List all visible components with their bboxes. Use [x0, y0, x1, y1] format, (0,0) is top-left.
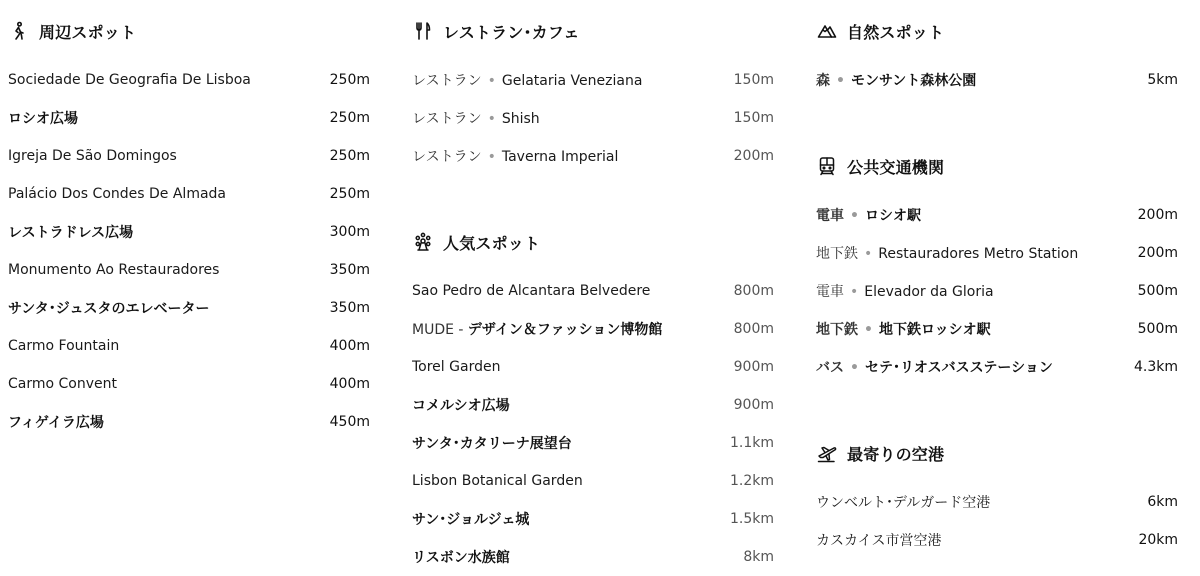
- place-name: [816, 243, 1078, 263]
- nearby-item[interactable]: [8, 137, 370, 175]
- ferris-wheel-icon: [412, 231, 434, 253]
- airports-heading: [816, 433, 1178, 473]
- distance: 500m: [1137, 283, 1178, 299]
- section-title: 最寄りの空港: [847, 444, 945, 464]
- nearby-item[interactable]: [8, 99, 370, 137]
- transit-item[interactable]: [816, 310, 1178, 348]
- place-name: [816, 530, 941, 550]
- place-category: 地下鉄: [816, 322, 858, 338]
- separator-dot: •: [864, 246, 873, 262]
- separator-dot: •: [487, 149, 496, 165]
- section-title: 周辺スポット: [39, 22, 137, 42]
- popular-item[interactable]: [412, 348, 774, 386]
- place-name-text: サンタ･ジュスタのエレベーター: [8, 301, 210, 317]
- popular-item[interactable]: [412, 386, 774, 424]
- place-name-text: サンタ･カタリーナ展望台: [412, 436, 572, 452]
- place-name-text: Shish: [501, 111, 540, 127]
- nearby-column: [8, 0, 370, 441]
- place-name-text: Monumento Ao Restauradores: [8, 262, 220, 278]
- place-name-text: Sociedade De Geografia De Lisboa: [8, 72, 251, 88]
- place-name-text: カスカイス市営空港: [816, 533, 942, 549]
- place-category: 電車: [816, 284, 844, 300]
- popular-item[interactable]: [412, 500, 774, 538]
- transit-item[interactable]: [816, 234, 1178, 272]
- place-name-text: Igreja De São Domingos: [8, 148, 177, 164]
- nature-list: [816, 61, 1178, 99]
- separator-dot: •: [864, 322, 873, 338]
- distance: 250m: [329, 110, 370, 126]
- distance: 150m: [733, 110, 774, 126]
- place-name-prefix: MUDE -: [412, 322, 468, 338]
- nearby-item[interactable]: [8, 175, 370, 213]
- distance: 1.2km: [729, 473, 774, 489]
- place-name-text: Taverna Imperial: [501, 149, 619, 165]
- place-name: [412, 433, 572, 453]
- mountain-icon: [816, 20, 838, 42]
- popular-item[interactable]: [412, 424, 774, 462]
- place-name: [816, 492, 990, 512]
- distance: 250m: [329, 148, 370, 164]
- place-name-text: 地下鉄ロッシオ駅: [878, 322, 991, 338]
- nearby-item[interactable]: [8, 289, 370, 327]
- place-name-text: リスボン水族館: [412, 550, 510, 566]
- distance: 350m: [329, 262, 370, 278]
- nearby-list: [8, 61, 370, 441]
- separator-dot: •: [850, 284, 859, 300]
- place-name-text: Restauradores Metro Station: [878, 246, 1079, 262]
- place-name-text: Carmo Convent: [8, 376, 117, 392]
- place-name-text: Palácio Dos Condes De Almada: [8, 186, 227, 202]
- separator-dot: •: [850, 208, 859, 224]
- place-category: 電車: [816, 208, 844, 224]
- section-title: レストラン･カフェ: [443, 22, 580, 42]
- separator-dot: •: [850, 360, 859, 376]
- nearby-heading: [8, 11, 370, 51]
- place-name: [412, 283, 650, 299]
- place-name: [8, 186, 226, 202]
- distance: 300m: [329, 224, 370, 240]
- place-category: 地下鉄: [816, 246, 858, 262]
- airplane-icon: [816, 442, 838, 464]
- section-title: 公共交通機関: [847, 157, 945, 177]
- distance: 8km: [743, 549, 774, 565]
- place-name-text: Torel Garden: [412, 359, 501, 375]
- place-name: [8, 262, 219, 278]
- place-name-text: ロシオ広場: [8, 111, 78, 127]
- place-name: [816, 205, 921, 225]
- place-name-text: サン･ジョルジェ城: [412, 512, 530, 528]
- place-name: [8, 148, 177, 164]
- distance: 900m: [733, 359, 774, 375]
- separator-dot: •: [487, 111, 496, 127]
- distance: 250m: [329, 186, 370, 202]
- transit-item[interactable]: [816, 196, 1178, 234]
- popular-item[interactable]: [412, 310, 774, 348]
- train-icon: [816, 155, 838, 177]
- place-name: [412, 146, 618, 166]
- place-name: [412, 319, 662, 339]
- place-name-text: Gelataria Veneziana: [501, 73, 643, 89]
- place-name: [412, 547, 510, 567]
- place-name: [412, 108, 540, 128]
- popular-item[interactable]: [412, 538, 774, 576]
- popular-list: [412, 272, 774, 576]
- distance: 500m: [1137, 321, 1178, 337]
- place-name: [412, 395, 510, 415]
- distance: 150m: [733, 72, 774, 88]
- place-category: 森: [816, 73, 830, 89]
- restaurants-item[interactable]: [412, 99, 774, 137]
- transit-list: [816, 196, 1178, 386]
- place-name: [8, 108, 78, 128]
- nearby-item[interactable]: [8, 403, 370, 441]
- place-name: [816, 70, 976, 90]
- place-name: [8, 338, 119, 354]
- nearby-item[interactable]: [8, 365, 370, 403]
- nearby-item[interactable]: [8, 61, 370, 99]
- airports-list: [816, 483, 1178, 559]
- nature-item[interactable]: [816, 61, 1178, 99]
- section-title: 自然スポット: [847, 22, 945, 42]
- distance: 200m: [1137, 207, 1178, 223]
- place-category: バス: [816, 360, 844, 376]
- place-name: [8, 298, 209, 318]
- popular-item[interactable]: [412, 272, 774, 310]
- place-name-text: Sao Pedro de Alcantara Belvedere: [412, 283, 651, 299]
- place-name: [412, 473, 583, 489]
- place-name-text: Carmo Fountain: [8, 338, 120, 354]
- transport-column: [816, 0, 1178, 559]
- distance: 5km: [1147, 72, 1178, 88]
- distance: 200m: [1137, 245, 1178, 261]
- nature-heading: [816, 11, 1178, 51]
- section-title: 人気スポット: [443, 233, 541, 253]
- place-category: レストラン: [412, 111, 482, 127]
- place-name-text: レストラドレス広場: [8, 225, 134, 241]
- nearby-item[interactable]: [8, 327, 370, 365]
- transit-item[interactable]: [816, 272, 1178, 310]
- place-name-text: セテ･リオスバスステーション: [864, 360, 1053, 376]
- distance: 400m: [329, 338, 370, 354]
- popular-item[interactable]: [412, 462, 774, 500]
- distance: 20km: [1138, 532, 1178, 548]
- place-name: [412, 509, 529, 529]
- distance: 900m: [733, 397, 774, 413]
- airports-item[interactable]: [816, 483, 1178, 521]
- place-name: [816, 319, 991, 339]
- place-name-text: ウンベルト･デルガード空港: [816, 495, 991, 511]
- place-category: レストラン: [412, 73, 482, 89]
- distance: 400m: [329, 376, 370, 392]
- place-category: レストラン: [412, 149, 482, 165]
- restaurants-item[interactable]: [412, 137, 774, 175]
- separator-dot: •: [836, 73, 845, 89]
- separator-dot: •: [487, 73, 496, 89]
- place-name-text: ロシオ駅: [864, 208, 921, 224]
- place-name: [8, 376, 117, 392]
- place-name-text: Lisbon Botanical Garden: [412, 473, 583, 489]
- distance: 6km: [1147, 494, 1178, 510]
- place-name-text: モンサント森林公園: [850, 73, 977, 89]
- distance: 450m: [329, 414, 370, 430]
- place-name: [8, 412, 104, 432]
- restaurants-item[interactable]: [412, 61, 774, 99]
- restaurants-heading: [412, 11, 774, 51]
- airports-item[interactable]: [816, 521, 1178, 559]
- place-name-text: フィゲイラ広場: [8, 415, 104, 431]
- distance: 200m: [733, 148, 774, 164]
- transit-heading: [816, 146, 1178, 186]
- distance: 800m: [733, 321, 774, 337]
- place-name-text: Elevador da Gloria: [864, 284, 994, 300]
- restaurants-column: [412, 0, 774, 576]
- distance: 1.1km: [729, 435, 774, 451]
- nearby-item[interactable]: [8, 251, 370, 289]
- popular-heading: [412, 222, 774, 262]
- distance: 250m: [329, 72, 370, 88]
- place-name: [412, 359, 500, 375]
- nearby-item[interactable]: [8, 213, 370, 251]
- distance: 350m: [329, 300, 370, 316]
- place-name: [412, 70, 642, 90]
- place-name: [816, 281, 994, 301]
- fork-knife-icon: [412, 20, 434, 42]
- distance: 1.5km: [729, 511, 774, 527]
- distance: 4.3km: [1133, 359, 1178, 375]
- transit-item[interactable]: [816, 348, 1178, 386]
- place-name: [8, 72, 251, 88]
- restaurants-list: [412, 61, 774, 175]
- place-name: [816, 357, 1053, 377]
- place-name: [8, 222, 133, 242]
- place-name-text: デザイン＆ファッション博物館: [467, 322, 663, 338]
- place-name-text: コメルシオ広場: [412, 398, 510, 414]
- distance: 800m: [733, 283, 774, 299]
- walking-person-icon: [8, 20, 30, 42]
